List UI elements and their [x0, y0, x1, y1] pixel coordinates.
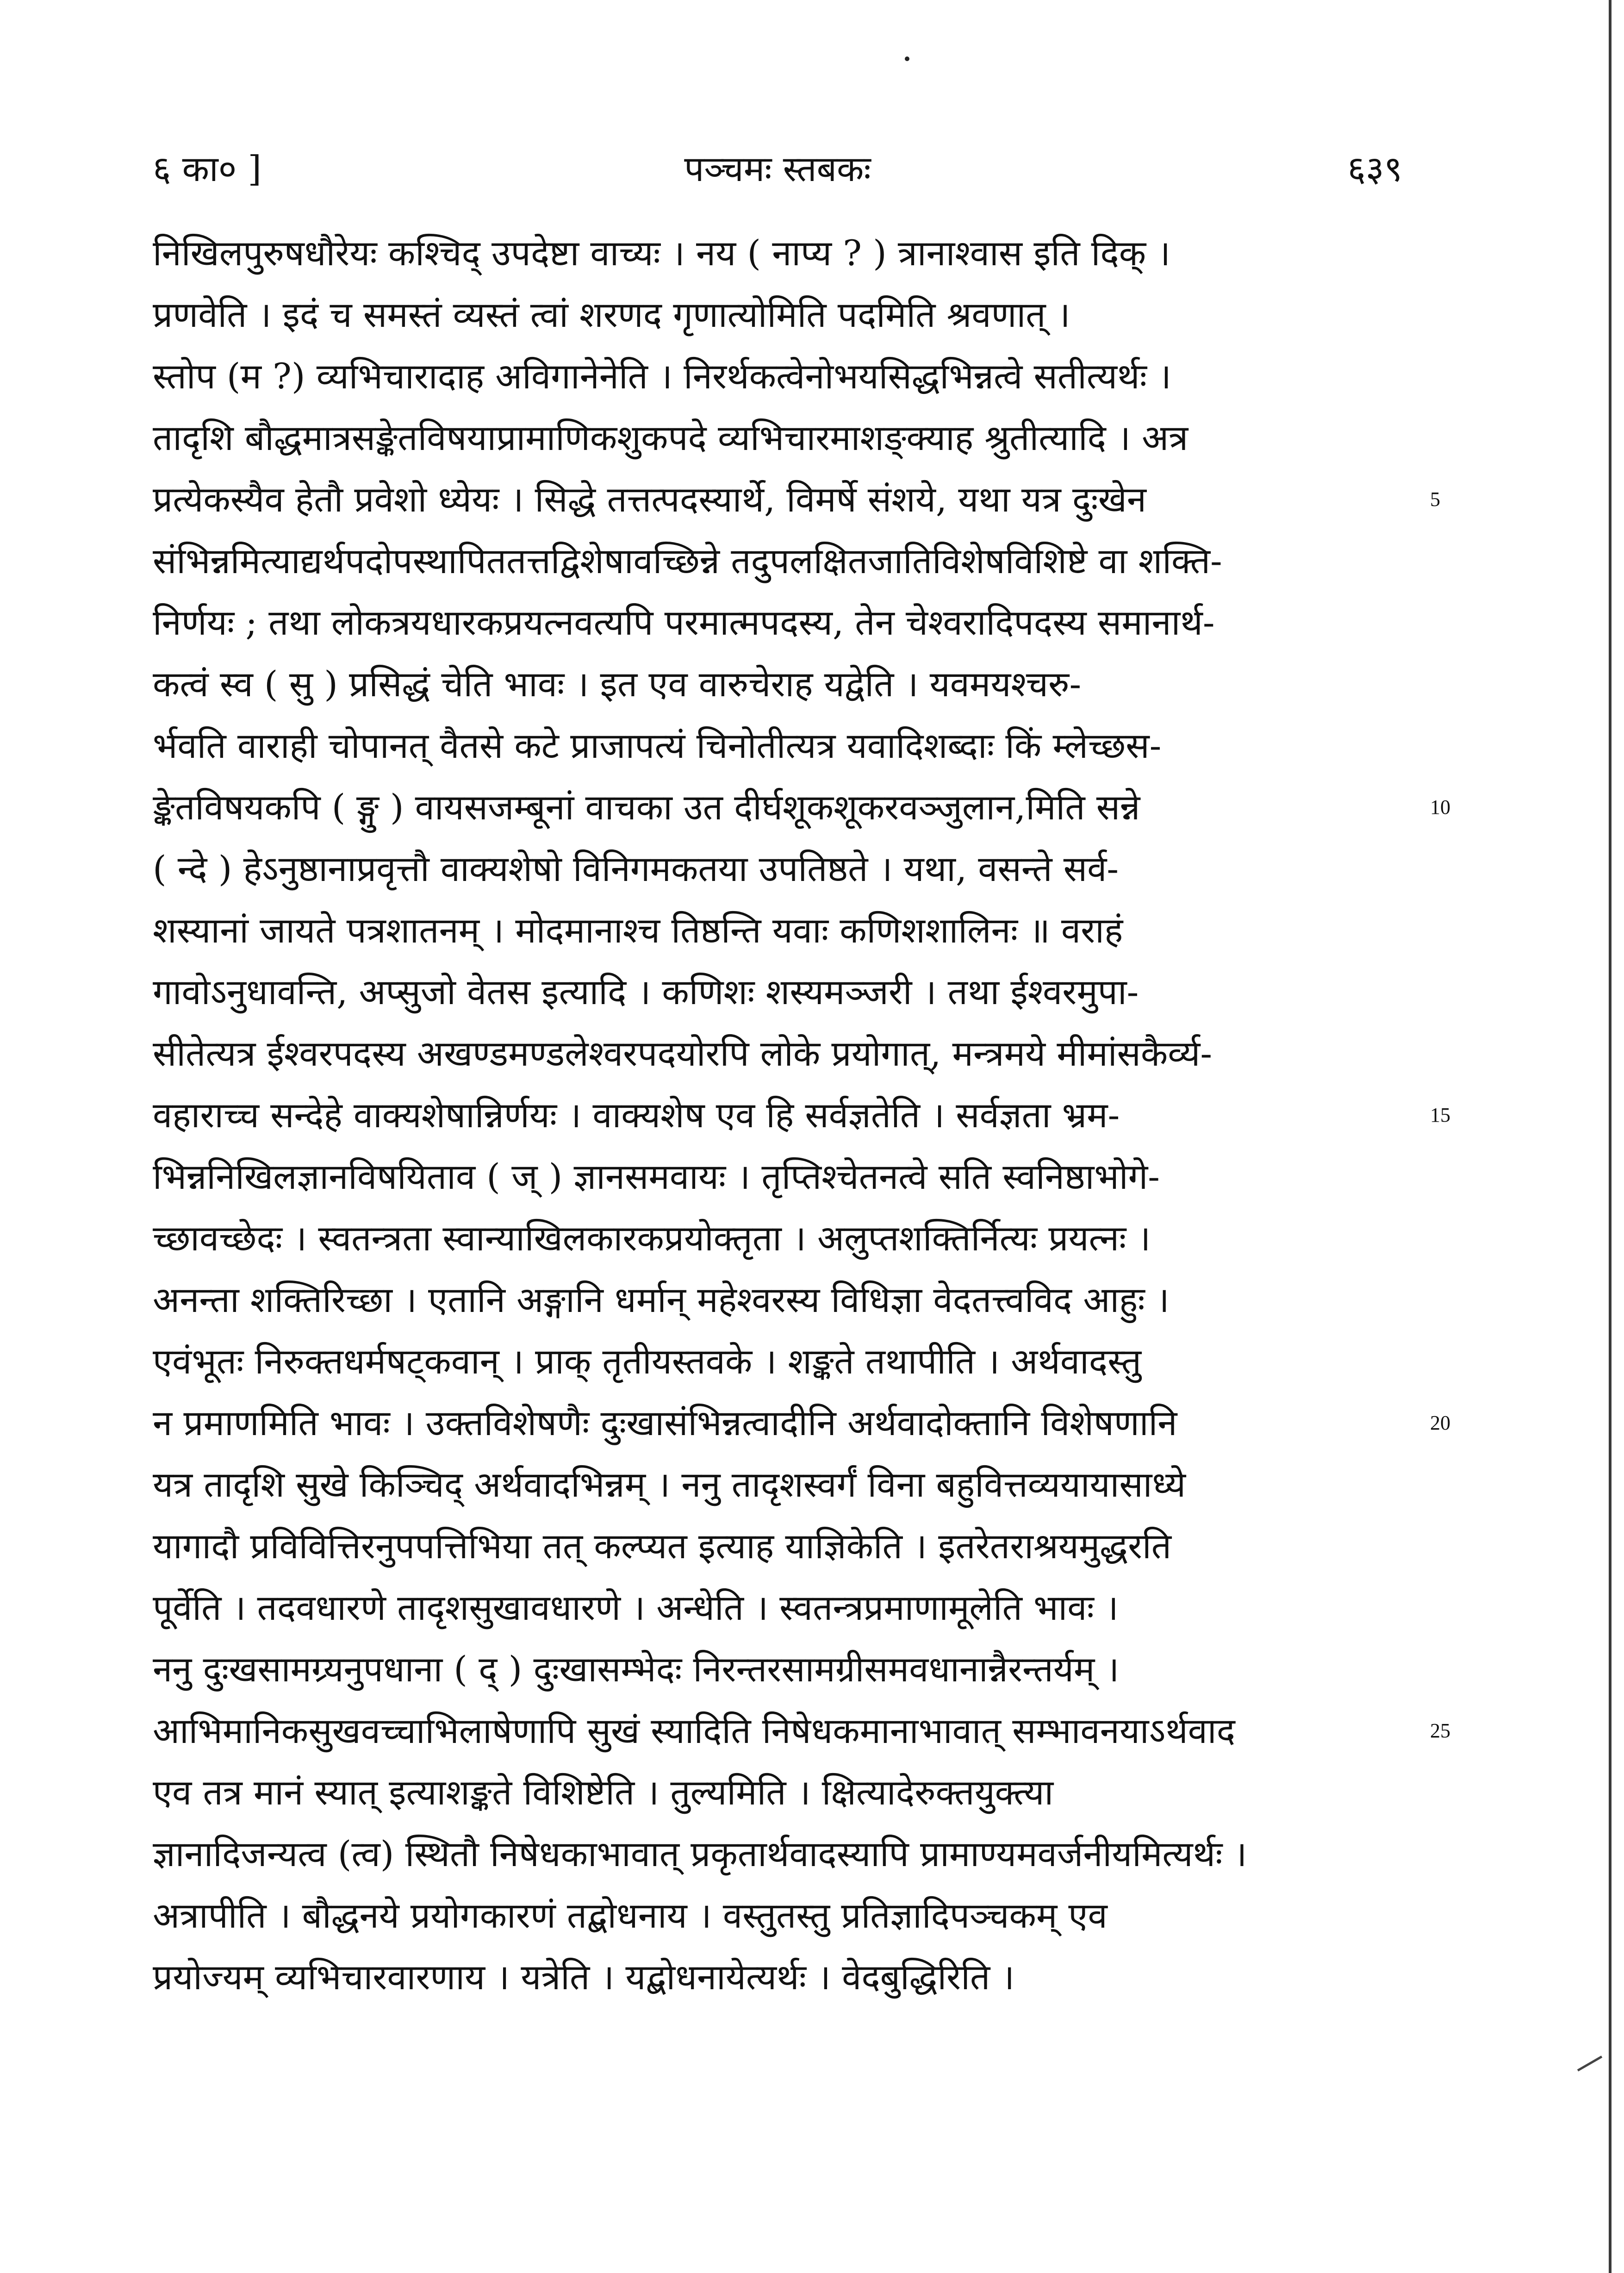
text-line: सीतेत्यत्र ईश्वरपदस्य अखण्डमण्डलेश्वरपदयोरपि लोके प्रयोगात्, मन्त्रमये मीमांसकैर्व्य- — [153, 1033, 1213, 1074]
text-line: शस्यानां जायते पत्रशातनम् । मोदमानाश्च तिष्ठन्ति यवाः कणिशशालिनः ॥ वराहं — [153, 910, 1123, 951]
text-line: स्तोप (म ?) व्यभिचारादाह अविगानेनेति । निरर्थकत्वेनोभयसिद्धभिन्नत्वे सतीत्यर्थः । — [153, 356, 1171, 397]
text-line: न प्रमाणमिति भावः । उक्तविशेषणैः दुःखासंभिन्नत्वादीनि अर्थवादोक्तानि विशेषणानि — [153, 1402, 1177, 1443]
text-line: यत्र तादृशि सुखे किञ्चिद् अर्थवादभिन्नम् । ननु तादृशस्वर्गं विना बहुवित्तव्ययायासाध्ये — [153, 1464, 1186, 1505]
line-number: 20 — [1430, 1411, 1450, 1434]
page-edge — [1609, 0, 1612, 2273]
line-number: 25 — [1430, 1719, 1450, 1742]
text-line: एवंभूतः निरुक्तधर्मषट्कवान् । प्राक् तृतीयस्तवके । शङ्कते तथापीति । अर्थवादस्तु — [153, 1341, 1142, 1382]
text-line: कत्वं स्व ( सु ) प्रसिद्धं चेति भावः । इत एव वारुचेराह यद्वेति । यवमयश्चरु- — [153, 663, 1082, 705]
text-line: अनन्ता शक्तिरिच्छा । एतानि अङ्गानि धर्मान् महेश्वरस्य विधिज्ञा वेदतत्त्वविद आहुः । — [153, 1279, 1170, 1320]
text-line: ननु दुःखसामग्र्यनुपधाना ( द् ) दुःखासम्भेदः निरन्तरसामग्रीसमवधानान्नैरन्तर्यम् । — [153, 1649, 1120, 1690]
text-line: पूर्वेति । तदवधारणे तादृशसुखावधारणे । अन्धेति । स्वतन्त्रप्रमाणामूलेति भावः । — [153, 1587, 1119, 1628]
text-line: ङ्केतविषयकपि ( ङ्गु ) वायसजम्बूनां वाचका उत दीर्घशूकशूकरवञ्जुलान,मिति सन्ने — [153, 787, 1140, 828]
text-line: ज्ञानादिजन्यत्व (त्व) स्थितौ निषेधकाभावात् प्रकृतार्थवादस्यापि प्रामाण्यमवर्जनीयमित्यर्थः । — [153, 1833, 1247, 1874]
text-line: संभिन्नमित्याद्यर्थपदोपस्थापिततत्तद्विशेषावच्छिन्ने तदुपलक्षितजातिविशेषविशिष्टे वा शक्ति- — [153, 540, 1222, 581]
text-line: अत्रापीति । बौद्धनये प्रयोगकारणं तद्बोधनाय । वस्तुतस्तु प्रतिज्ञादिपञ्चकम् एव — [153, 1895, 1108, 1936]
text-line: च्छावच्छेदः । स्वतन्त्रता स्वान्याखिलकारकप्रयोक्तृता । अलुप्तशक्तिर्नित्यः प्रयत्नः । — [153, 1218, 1151, 1259]
text-line: निखिलपुरुषधौरेयः कश्चिद् उपदेष्टा वाच्यः । नय ( नाप्य ? ) त्रानाश्वास इति दिक् । — [153, 232, 1171, 274]
text-line: आभिमानिकसुखवच्चाभिलाषेणापि सुखं स्यादिति निषेधकमानाभावात् सम्भावनयाऽर्थवाद — [153, 1710, 1235, 1751]
ink-mark — [1577, 2055, 1602, 2071]
text-line: गावोऽनुधावन्ति, अप्सुजो वेतस इत्यादि । कणिशः शस्यमञ्जरी । तथा ईश्वरमुपा- — [153, 971, 1139, 1012]
commentary-text — [153, 222, 1412, 2008]
text-line: र्भवति वाराही चोपानत् वैतसे कटे प्राजापत्यं चिनोतीत्यत्र यवादिशब्दाः किं म्लेच्छस- — [153, 725, 1162, 766]
text-line: निर्णयः ; तथा लोकत्रयधारकप्रयत्नवत्यपि परमात्मपदस्य, तेन चेश्वरादिपदस्य समानार्थ- — [153, 602, 1215, 643]
page-number: ६३९ — [1347, 148, 1402, 189]
running-header — [153, 139, 1402, 199]
text-line: प्रत्येकस्यैव हेतौ प्रवेशो ध्येयः । सिद्धे तत्तत्पदस्यार्थे, विमर्षे संशये, यथा यत्र दुःखेन — [153, 479, 1146, 520]
line-number: 15 — [1430, 1104, 1450, 1126]
ink-speck — [905, 56, 909, 61]
text-line: ( न्दे ) हेऽनुष्ठानाप्रवृत्तौ वाक्यशेषो विनिगमकतया उपतिष्ठते । यथा, वसन्ते सर्व- — [153, 848, 1119, 889]
section-reference: ६ का० ] — [153, 148, 262, 189]
text-line: वहाराच्च सन्देहे वाक्यशेषान्निर्णयः । वाक्यशेष एव हि सर्वज्ञतेति । सर्वज्ञता भ्रम- — [153, 1094, 1120, 1136]
text-line: तादृशि बौद्धमात्रसङ्केतविषयाप्रामाणिकशुकपदे व्यभिचारमाशङ्क्याह श्रुतीत्यादि । अत्र — [153, 417, 1188, 458]
text-line: प्रणवेति । इदं च समस्तं व्यस्तं त्वां शरणद गृणात्योमिति पदमिति श्रवणात् । — [153, 294, 1070, 335]
text-line: यागादौ प्रविवित्तिरनुपपत्तिभिया तत् कल्प्यत इत्याह याज्ञिकेति । इतरेतराश्रयमुद्धरति — [153, 1525, 1172, 1567]
text-line: प्रयोज्यम् व्यभिचारवारणाय । यत्रेति । यद्बोधनायेत्यर्थः । वेदबुद्धिरिति । — [153, 1956, 1015, 1998]
chapter-title: पञ्चमः स्तबकः — [684, 148, 871, 189]
text-line: एव तत्र मानं स्यात् इत्याशङ्कते विशिष्टेति । तुल्यमिति । क्षित्यादेरुक्तयुक्त्या — [153, 1772, 1054, 1813]
line-number: 5 — [1430, 488, 1440, 511]
text-line: भिन्ननिखिलज्ञानविषयिताव ( ज् ) ज्ञानसमवायः । तृप्तिश्चेतनत्वे सति स्वनिष्ठाभोगे- — [153, 1156, 1160, 1197]
line-number: 10 — [1430, 796, 1450, 818]
